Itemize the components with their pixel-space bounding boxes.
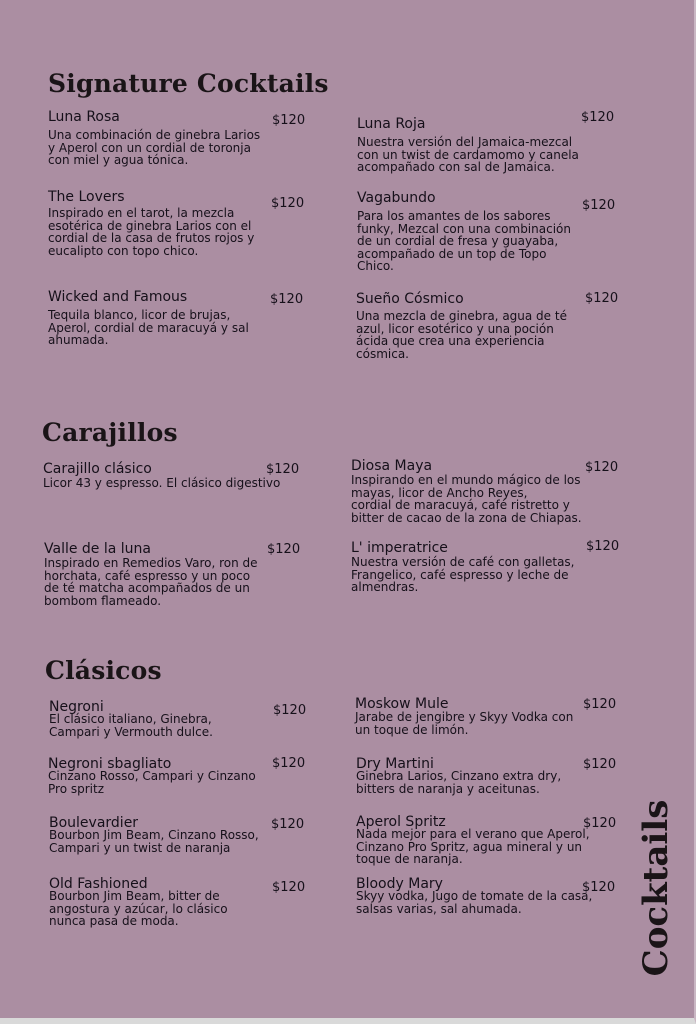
- item-description: Una mezcla de ginebra, agua de té azul, licor esotérico y una poción ácida que crea una experiencia cósmica.: [356, 309, 567, 361]
- menu-item-luna-rosa: [48, 109, 306, 167]
- item-price: $120: [582, 198, 616, 213]
- item-name: Moskow Mule: [355, 696, 449, 712]
- menu-item-old-fashioned: [49, 876, 307, 928]
- menu-item-luna-roja: [357, 110, 617, 174]
- item-name: Sueño Cósmico: [356, 291, 464, 307]
- item-price: $120: [583, 816, 617, 831]
- item-description: Nada mejor para el verano que Aperol, Cinzano Pro Spritz, agua mineral y un toque de naranja.: [356, 827, 590, 866]
- item-name: L' imperatrice: [351, 540, 448, 556]
- item-price: $120: [272, 880, 306, 895]
- section-title-clasicos: Clásicos: [45, 656, 162, 685]
- item-price: $120: [585, 460, 619, 475]
- item-description: Nuestra versión de café con galletas, Frangelico, café espresso y leche de almendras.: [351, 555, 575, 594]
- item-name: Carajillo clásico: [43, 461, 152, 477]
- item-price: $120: [272, 113, 306, 128]
- item-description: Licor 43 y espresso. El clásico digestivo: [43, 476, 281, 490]
- section-title-signature: Signature Cocktails: [48, 69, 329, 98]
- item-description: Inspirado en Remedios Varo, ron de horchata, café espresso y un poco de té matcha acompañados de un bombom flameado.: [44, 556, 258, 608]
- item-description: Nuestra versión del Jamaica-mezcal con un twist de cardamomo y canela acompañado con sal de Jamaica.: [357, 135, 579, 174]
- item-description: Ginebra Larios, Cinzano extra dry, bitters de naranja y aceitunas.: [356, 769, 562, 796]
- menu-item-boulevardier: [49, 815, 307, 854]
- menu-item-valle-de-la-luna: [44, 541, 306, 607]
- item-description: Tequila blanco, licor de brujas, Aperol, cordial de maracuyá y sal ahumada.: [48, 308, 249, 347]
- section-title-carajillos: Carajillos: [42, 418, 178, 447]
- menu-item-negroni: [49, 699, 307, 738]
- item-name: Luna Roja: [357, 116, 426, 132]
- item-price: $120: [586, 539, 620, 554]
- item-name: Negroni sbagliato: [48, 756, 172, 772]
- item-description: Bourbon Jim Beam, bitter de angostura y azúcar, lo clásico nunca pasa de moda.: [49, 889, 228, 928]
- item-price: $120: [583, 697, 617, 712]
- item-name: Aperol Spritz: [356, 814, 446, 830]
- item-name: Luna Rosa: [48, 109, 120, 125]
- item-name: Boulevardier: [49, 815, 139, 831]
- menu-item-wicked-and-famous: [48, 289, 306, 347]
- item-description: Inspirando en el mundo mágico de los mayas, licor de Ancho Reyes, cordial de maracuyá, café ristretto y bitter de cacao de la zona de Chiapas.: [351, 473, 582, 525]
- menu-item-diosa-maya: [351, 458, 619, 524]
- menu-item-vagabundo: [357, 190, 617, 273]
- item-price: $120: [583, 757, 617, 772]
- item-name: Diosa Maya: [351, 458, 433, 474]
- item-name: Old Fashioned: [49, 876, 148, 892]
- item-price: $120: [266, 462, 300, 477]
- item-price: $120: [271, 817, 305, 832]
- item-name: Dry Martini: [356, 756, 434, 772]
- menu-item-l-imperatrice: [351, 540, 621, 594]
- item-description: Una combinación de ginebra Larios y Aperol con un cordial de toronja con miel y agua tónica.: [48, 128, 261, 167]
- menu-item-negroni-sbagliato: [48, 756, 306, 795]
- vertical-title-text: Cocktails: [636, 799, 676, 977]
- item-name: Negroni: [49, 699, 104, 715]
- item-name: Vagabundo: [357, 190, 436, 206]
- item-price: $120: [581, 110, 615, 125]
- item-description: Jarabe de jengibre y Skyy Vodka con un toque de limón.: [355, 710, 574, 737]
- item-name: Valle de la luna: [44, 541, 151, 557]
- item-description: Cinzano Rosso, Campari y Cinzano Pro spritz: [48, 769, 256, 796]
- item-name: Bloody Mary: [356, 876, 443, 892]
- menu-item-dry-martini: [356, 756, 618, 795]
- vertical-title: [606, 799, 696, 977]
- menu-item-carajillo-clasico: [43, 461, 303, 490]
- item-price: $120: [273, 703, 307, 718]
- item-price: $120: [270, 292, 304, 307]
- item-description: Bourbon Jim Beam, Cinzano Rosso, Campari y un twist de naranja: [49, 828, 259, 855]
- item-price: $120: [582, 880, 616, 895]
- menu-item-bloody-mary: [356, 876, 622, 915]
- item-description: El clásico italiano, Ginebra, Campari y Vermouth dulce.: [49, 712, 213, 739]
- item-price: $120: [585, 291, 619, 306]
- item-name: The Lovers: [48, 189, 125, 205]
- item-description: Inspirado en el tarot, la mezcla esotérica de ginebra Larios con el cordial de la casa de frutos rojos y eucalipto con topo chico.: [48, 206, 255, 258]
- item-price: $120: [272, 756, 306, 771]
- item-name: Wicked and Famous: [48, 289, 188, 305]
- menu-item-sueno-cosmico: [356, 291, 618, 360]
- item-price: $120: [267, 542, 301, 557]
- menu-item-aperol-spritz: [356, 814, 622, 866]
- item-description: Skyy vodka, Jugo de tomate de la casa, salsas varias, sal ahumada.: [356, 889, 593, 916]
- item-description: Para los amantes de los sabores funky, Mezcal con una combinación de un cordial de fresa y guayaba, acompañado de un top de Topo Chico.: [357, 209, 571, 273]
- menu-item-moskow-mule: [355, 696, 619, 736]
- item-price: $120: [271, 196, 305, 211]
- menu-item-the-lovers: [48, 189, 306, 257]
